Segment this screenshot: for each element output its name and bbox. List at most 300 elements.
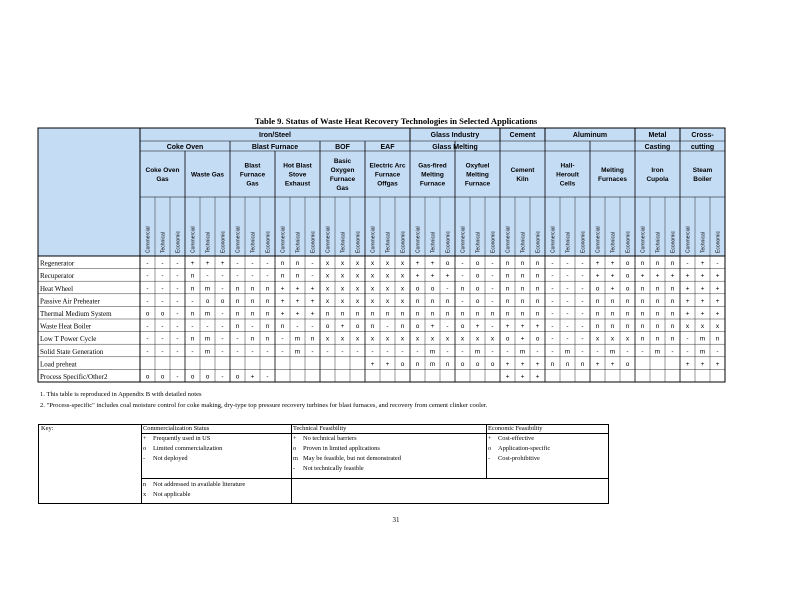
rating-cell: - [221,323,224,331]
header-process: Oxygen [330,167,355,174]
row-label: Low T Power Cycle [40,335,97,344]
rating-cell: m [654,348,661,356]
rating-cell: + [610,272,615,280]
header-sublabel: Technical [655,232,662,253]
header-sublabel: Economic [355,231,362,253]
rating-cell: o [475,272,480,280]
header-sublabel: Technical [430,232,437,253]
rating-cell: n [505,285,510,293]
header-sublabel: Technical [295,232,302,253]
rating-cell: - [176,272,179,280]
rating-cell: x [340,285,345,293]
rating-cell: n [520,310,525,318]
rating-cell: x [340,297,345,305]
header-process: Melting [421,171,444,179]
key-item: o Application-specific [488,445,551,452]
rating-cell: o [505,335,510,343]
rating-cell: - [566,323,569,331]
header-sublabel: Economic [220,231,227,253]
rating-cell: - [461,260,464,268]
header-group: Aluminum [572,132,608,139]
rating-cell: + [640,272,645,280]
rating-cell: + [535,360,540,368]
rating-cell: o [145,310,150,318]
rating-cell: - [296,323,299,331]
rating-cell: + [685,285,690,293]
rating-cell: - [146,335,149,343]
row-label: Passive Air Preheater [40,297,100,306]
rating-cell: + [250,373,255,381]
header-process: Gas-fired [418,162,447,170]
row-label: Recuperator [40,272,75,281]
rating-cell: x [325,260,330,268]
rating-cell: - [146,348,149,356]
rating-cell: - [146,272,149,280]
header-sublabel: Economic [625,231,632,253]
rating-cell: - [581,310,584,318]
header-process: Melting [466,171,489,179]
header-sublabel: Technical [520,232,527,253]
rating-cell: n [235,323,240,331]
key-item: o Proven in limited applications [293,445,380,452]
rating-cell: - [221,272,224,280]
rating-cell: - [281,348,284,356]
rating-cell: - [566,310,569,318]
rating-cell: n [595,323,600,331]
rating-cell: o [535,335,540,343]
rating-cell: - [716,260,719,268]
rating-cell: n [460,285,465,293]
rating-cell: x [460,335,465,343]
header-group: Cross- [691,132,714,139]
rating-cell: + [685,297,690,305]
header-sublabel: Technical [610,232,617,253]
rating-cell: - [551,335,554,343]
key-item: - Cost-prohibitive [488,455,540,462]
header-sublabel: Economic [715,231,722,253]
rating-cell: - [221,373,224,381]
header-process: Hall- [560,162,575,170]
rating-cell: n [265,285,270,293]
rating-cell: - [281,335,284,343]
rating-cell: o [595,285,600,293]
key-heading-economic: Economic Feasibility [488,425,543,432]
rating-cell: o [475,297,480,305]
rating-cell: - [206,272,209,280]
header-process: Furnace [329,176,356,183]
rating-cell: - [176,285,179,293]
rating-cell: x [445,335,450,343]
rating-cell: - [506,348,509,356]
rating-cell: - [446,348,449,356]
rating-cell: n [190,310,195,318]
rating-cell: - [221,335,224,343]
rating-cell: m [519,348,526,356]
header-sublabel: Commercial [460,226,467,253]
rating-cell: o [415,285,420,293]
rating-cell: m [564,348,571,356]
rating-cell: x [340,260,345,268]
rating-cell: n [595,310,600,318]
rating-cell: n [490,310,495,318]
rating-cell: + [220,260,225,268]
rating-cell: - [191,297,194,305]
header-sublabel: Commercial [190,226,197,253]
rating-cell: n [280,260,285,268]
header-sublabel: Commercial [280,226,287,253]
rating-cell: m [609,348,616,356]
rating-cell: - [401,348,404,356]
rating-cell: - [581,323,584,331]
rating-cell: n [235,310,240,318]
rating-cell: n [655,310,660,318]
rating-cell: - [311,348,314,356]
rating-cell: n [640,323,645,331]
header-sublabel: Economic [580,231,587,253]
rating-cell: - [146,323,149,331]
rating-cell: n [670,260,675,268]
rating-cell: + [295,310,300,318]
rating-cell: n [580,360,585,368]
rating-cell: - [236,335,239,343]
rating-cell: + [700,310,705,318]
rating-cell: - [371,348,374,356]
rating-cell: m [429,348,436,356]
rating-cell: - [491,348,494,356]
header-sublabel: Economic [400,231,407,253]
rating-cell: + [535,373,540,381]
rating-cell: m [699,335,706,343]
rating-cell: n [415,360,420,368]
rating-cell: - [596,348,599,356]
rating-cell: - [236,260,239,268]
rating-cell: - [161,260,164,268]
rating-cell: n [190,285,195,293]
rating-cell: o [445,260,450,268]
header-process: Boiler [693,176,712,183]
rating-cell: n [505,272,510,280]
rating-cell: x [325,272,330,280]
rating-cell: n [640,285,645,293]
rating-cell: n [625,310,630,318]
header-process: Kiln [516,176,529,183]
rating-cell: n [520,272,525,280]
rating-cell: n [385,310,390,318]
rating-cell: + [430,323,435,331]
rating-cell: x [415,335,420,343]
rating-cell: o [625,260,630,268]
rating-cell: o [235,373,240,381]
rating-cell: + [715,297,720,305]
rating-cell: n [190,335,195,343]
rating-cell: - [551,323,554,331]
rating-cell: + [595,272,600,280]
rating-cell: x [400,272,405,280]
rating-cell: - [491,297,494,305]
row-label: Regenerator [40,259,75,268]
rating-cell: - [341,348,344,356]
rating-cell: - [266,373,269,381]
rating-cell: - [326,348,329,356]
rating-cell: - [491,272,494,280]
rating-cell: - [386,348,389,356]
rating-cell: - [461,272,464,280]
rating-cell: + [700,360,705,368]
row-label: Waste Heat Boiler [40,322,92,331]
rating-cell: + [700,272,705,280]
rating-cell: - [566,272,569,280]
rating-cell: x [325,285,330,293]
rating-cell: m [204,310,211,318]
rating-cell: - [236,272,239,280]
rating-cell: x [325,297,330,305]
rating-cell: + [445,272,450,280]
rating-cell: + [700,297,705,305]
rating-cell: + [505,323,510,331]
rating-cell: o [415,323,420,331]
rating-cell: o [475,260,480,268]
rating-cell: n [535,310,540,318]
header-group: Glass Industry [430,132,480,139]
rating-cell: - [551,310,554,318]
rating-cell: + [205,260,210,268]
header-sublabel: Economic [535,231,542,253]
rating-cell: x [340,272,345,280]
rating-cell: + [715,310,720,318]
header-process: Blast [244,162,261,170]
rating-cell: + [415,260,420,268]
rating-cell: o [220,297,225,305]
rating-cell: n [475,310,480,318]
rating-cell: x [355,260,360,268]
rating-cell: - [686,335,689,343]
rating-cell: n [640,260,645,268]
rating-cell: - [581,285,584,293]
rating-cell: n [295,272,300,280]
rating-cell: x [715,323,720,331]
rating-cell: - [221,285,224,293]
rating-cell: n [280,272,285,280]
rating-cell: n [535,285,540,293]
rating-cell: - [176,335,179,343]
rating-cell: x [610,335,615,343]
header-process: Cupola [646,176,669,183]
header-sublabel: Technical [385,232,392,253]
rating-cell: n [400,310,405,318]
rating-cell: o [430,285,435,293]
rating-cell: o [400,360,405,368]
header-subgroup: cutting [690,144,715,151]
header-sublabel: Economic [670,231,677,253]
header-sublabel: Commercial [595,226,602,253]
rating-cell: x [400,260,405,268]
rating-cell: x [385,272,390,280]
rating-cell: - [416,348,419,356]
rating-cell: x [595,335,600,343]
rating-cell: n [715,335,720,343]
rating-cell: + [475,323,480,331]
rating-cell: x [400,285,405,293]
rating-cell: + [430,272,435,280]
rating-cell: - [161,285,164,293]
rating-cell: n [265,310,270,318]
header-process: Coke Oven [145,167,180,174]
row-label: Load preheat [40,360,77,369]
rating-cell: n [340,310,345,318]
rating-cell: o [145,373,150,381]
rating-cell: n [655,323,660,331]
rating-cell: - [266,348,269,356]
header-process: Exhaust [284,180,311,188]
rating-cell: + [610,260,615,268]
rating-cell: - [161,323,164,331]
key-item: x Not applicable [143,491,191,498]
rating-cell: - [311,272,314,280]
header-sublabel: Commercial [325,226,332,253]
rating-cell: n [655,297,660,305]
header-process: Iron [651,167,664,174]
key-item: n Not addressed in available literature [143,481,246,488]
rating-cell: - [191,348,194,356]
rating-cell: o [190,373,195,381]
rating-cell: m [474,348,481,356]
rating-cell: n [265,323,270,331]
rating-cell: n [535,272,540,280]
note-2: 2. "Process-specific" includes coal moisture control for coke making, dry-type top pressure recovery turbines for blast furnaces, and recovery from cement clinker cooler. [40,402,488,409]
key-item: + No technical barriers [293,435,357,442]
rating-cell: - [536,348,539,356]
rating-cell: n [640,335,645,343]
rating-cell: - [176,373,179,381]
rating-cell: + [610,285,615,293]
header-group: Iron/Steel [259,132,291,139]
rating-cell: - [191,323,194,331]
header-subgroup: Blast Furnace [251,144,299,151]
rating-cell: - [551,297,554,305]
rating-cell: n [250,297,255,305]
key-item: - Not deployed [143,455,188,462]
rating-cell: + [595,260,600,268]
rating-cell: - [566,335,569,343]
rating-cell: m [429,360,436,368]
legend-key [38,424,609,504]
rating-cell: - [581,348,584,356]
rating-cell: + [655,272,660,280]
header-process: Furnaces [598,176,627,183]
row-label: Thermal Medium System [40,310,112,318]
rating-cell: n [670,323,675,331]
rating-cell: + [685,272,690,280]
rating-cell: n [235,297,240,305]
header-subgroup: Glass Melting [432,144,478,151]
header-sublabel: Commercial [685,226,692,253]
header-process: Hot Blast [283,162,312,170]
rating-cell: + [700,285,705,293]
header-process: Furnace [239,171,266,179]
header-process: Stove [288,171,307,179]
rating-cell: - [146,285,149,293]
rating-cell: - [551,348,554,356]
rating-cell: + [715,360,720,368]
rating-cell: x [700,323,705,331]
rating-cell: - [716,348,719,356]
rating-cell: - [581,335,584,343]
rating-cell: n [430,297,435,305]
rating-cell: + [505,373,510,381]
rating-cell: n [235,285,240,293]
rating-cell: n [445,297,450,305]
header-subgroup: BOF [335,144,350,151]
rating-cell: x [490,335,495,343]
rating-cell: - [266,260,269,268]
header-process: Cells [559,180,576,188]
rating-cell: x [385,285,390,293]
rating-cell: n [535,260,540,268]
rating-cell: o [355,323,360,331]
rating-cell: o [205,297,210,305]
rating-cell: - [551,285,554,293]
rating-cell: - [176,323,179,331]
rating-cell: n [355,310,360,318]
header-sublabel: Commercial [415,226,422,253]
rating-cell: - [176,297,179,305]
header-process: Furnace [464,180,491,188]
rating-cell: + [310,310,315,318]
rating-cell: o [490,360,495,368]
rating-cell: o [475,360,480,368]
header-sublabel: Economic [445,231,452,253]
key-item: m May be feasible, but not demonstrated [293,455,401,462]
header-sublabel: Technical [700,232,707,253]
rating-cell: - [386,323,389,331]
header-sublabel: Economic [310,231,317,253]
rating-cell: n [280,323,285,331]
rating-cell: n [310,335,315,343]
rating-cell: n [415,310,420,318]
rating-cell: - [221,310,224,318]
rating-cell: - [161,348,164,356]
rating-cell: x [370,260,375,268]
rating-cell: n [535,297,540,305]
rating-cell: n [370,323,375,331]
rating-cell: - [146,297,149,305]
rating-cell: - [491,285,494,293]
header-subgroup: Casting [644,144,671,151]
note-1: 1. This table is reproduced in Appendix B with detailed notes [40,391,202,398]
header-sublabel: Technical [205,232,212,253]
rating-cell: x [355,335,360,343]
header-process: Gas [336,185,349,192]
header-process: Electric Arc [369,162,406,170]
rating-cell: m [294,348,301,356]
rating-cell: n [415,297,420,305]
rating-cell: m [294,335,301,343]
header-sublabel: Technical [160,232,167,253]
rating-cell: - [446,323,449,331]
rating-cell: - [266,272,269,280]
key-label: Key: [41,425,54,432]
rating-cell: x [400,297,405,305]
rating-cell: x [340,335,345,343]
rating-cell: m [204,348,211,356]
header-process: Waste Gas [191,171,224,179]
rating-cell: n [550,360,555,368]
rating-cell: + [670,272,675,280]
rating-cell: n [250,285,255,293]
rating-cell: - [491,260,494,268]
rating-cell: n [670,310,675,318]
rating-cell: x [685,323,690,331]
